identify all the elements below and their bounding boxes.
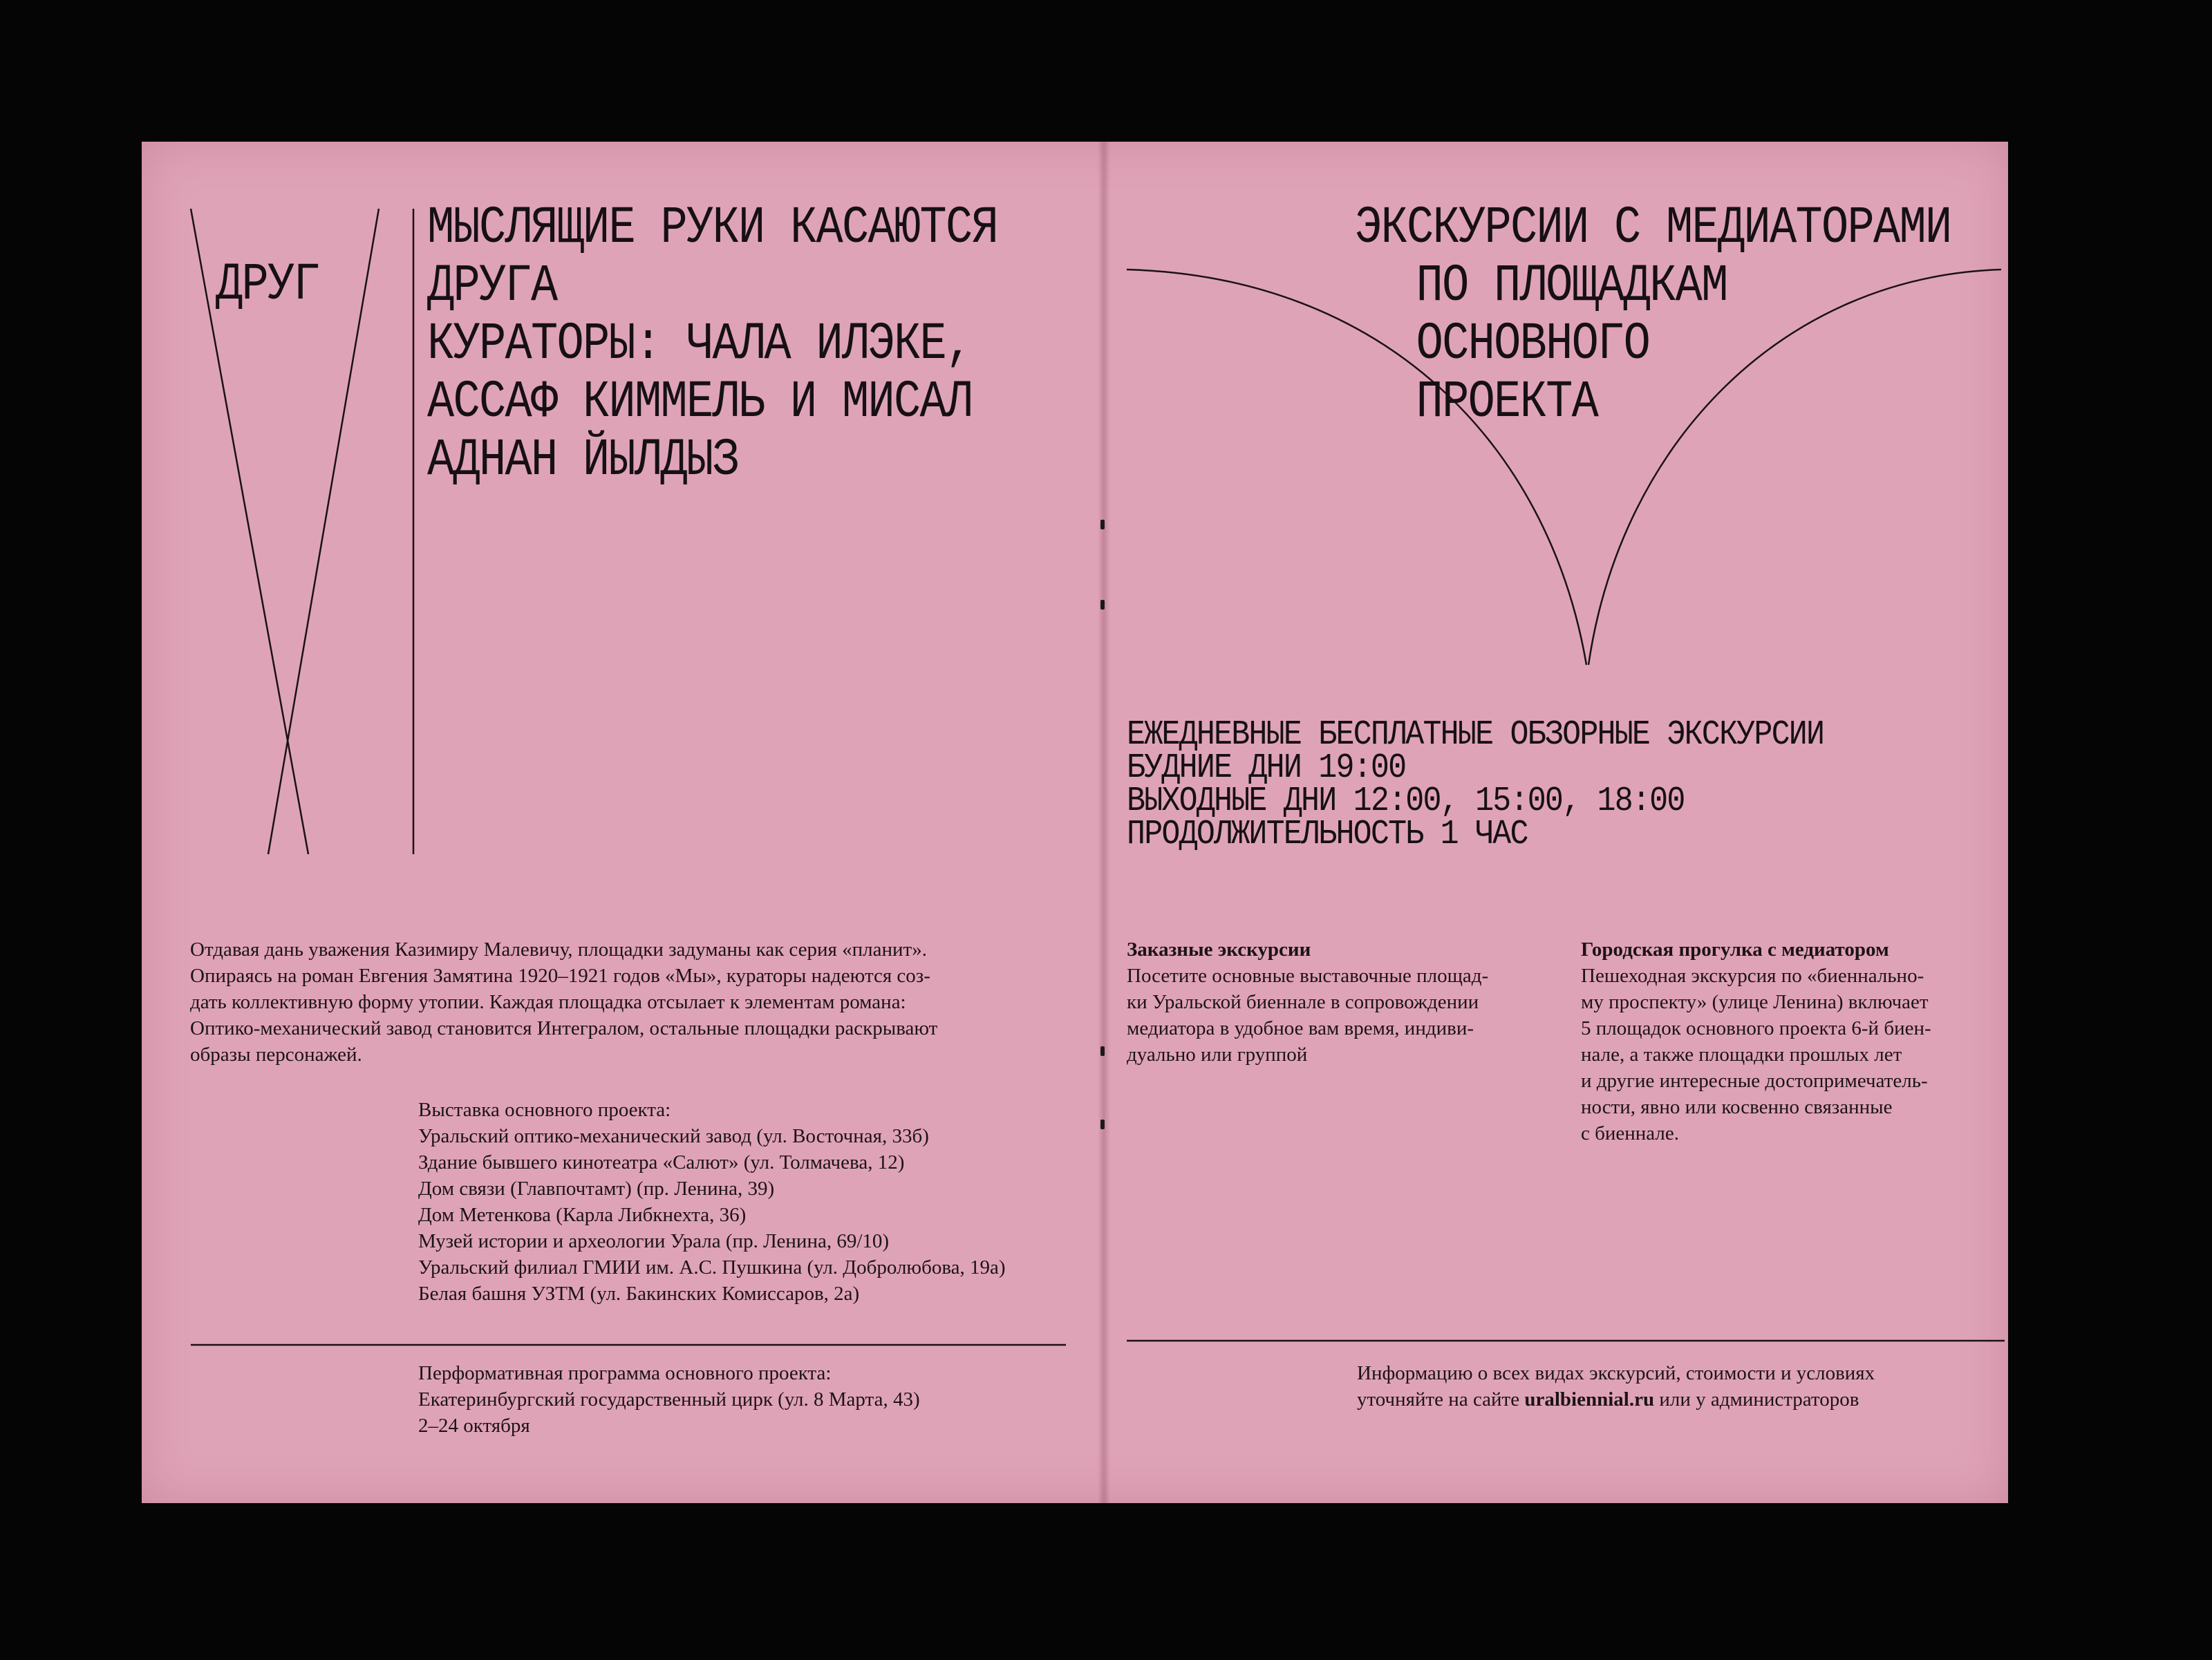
left-title-line: МЫСЛЯЩИЕ РУКИ КАСАЮТСЯ — [427, 198, 998, 258]
left-title-line: АССАФ КИММЕЛЬ И МИСАЛ — [427, 372, 972, 432]
footer-prefix: уточняйте на сайте — [1357, 1388, 1525, 1411]
left-title — [427, 198, 998, 490]
venue-item: Музей истории и археологии Урала (пр. Ленина, 69/10) — [418, 1230, 890, 1252]
right-title — [1355, 198, 1951, 432]
schedule-block — [1127, 715, 1998, 854]
intro-line: образы персонажей. — [190, 1044, 362, 1066]
venue-item: Уральский филиал ГМИИ им. А.С. Пушкина (ул. Добролюбова, 19а) — [418, 1256, 1006, 1279]
venues-list — [418, 1097, 1006, 1307]
city-walk-line: нале, а также площадки прошлых лет — [1581, 1044, 1902, 1066]
venues-heading: Выставка основного проекта: — [418, 1099, 671, 1121]
venue-item: Дом связи (Главпочтамт) (пр. Ленина, 39) — [418, 1178, 775, 1200]
city-walk-heading: Городская прогулка с медиатором — [1581, 939, 1889, 961]
perform-line: Перформативная программа основного проекта: — [418, 1362, 832, 1384]
right-title-line: ОСНОВНОГО — [1416, 314, 1650, 374]
side-word: ДРУГ — [216, 255, 320, 314]
perform-line: Екатеринбургский государственный цирк (ул. 8 Марта, 43) — [418, 1388, 920, 1411]
venue-item: Здание бывшего кинотеатра «Салют» (ул. Толмачева, 12) — [418, 1151, 905, 1173]
custom-tours-line: медиатора в удобное вам время, индиви- — [1127, 1017, 1474, 1039]
custom-tours-heading: Заказные экскурсии — [1127, 939, 1311, 961]
left-title-line: АДНАН ЙЫЛДЫЗ — [427, 431, 739, 490]
city-walk-line: 5 площадок основного проекта 6-й биен- — [1581, 1017, 1931, 1039]
city-walk-line: с биеннале. — [1581, 1122, 1680, 1144]
city-walk-line: ности, явно или косвенно связанные — [1581, 1096, 1893, 1118]
venue-item: Дом Метенкова (Карла Либкнехта, 36) — [418, 1204, 747, 1226]
intro-line: дать коллективную форму утопии. Каждая площадка отсылает к элементам романа: — [190, 991, 906, 1013]
right-title-line: ПО ПЛОЩАДКАМ — [1416, 256, 1727, 316]
venue-item: Белая башня УЗТМ (ул. Бакинских Комиссаров, 2а) — [418, 1283, 860, 1305]
right-title-line: ПРОЕКТА — [1416, 372, 1598, 432]
venue-item: Уральский оптико-механический завод (ул. Восточная, 33б) — [418, 1125, 929, 1147]
schedule-line: ПРОДОЛЖИТЕЛЬНОСТЬ 1 ЧАС — [1127, 815, 1528, 854]
footer-line-2 — [1357, 1386, 1875, 1413]
right-title-line: ЭКСКУРСИИ С МЕДИАТОРАМИ — [1355, 198, 1951, 258]
custom-tours-line: дуально или группой — [1127, 1044, 1308, 1066]
left-title-line: КУРАТОРЫ: ЧАЛА ИЛЭКЕ, — [427, 314, 972, 374]
schedule-line: БУДНИЕ ДНИ 19:00 — [1127, 748, 1406, 788]
perform-line: 2–24 октября — [418, 1415, 530, 1437]
intro-line: Отдавая дань уважения Казимиру Малевичу, площадки задуманы как серия «планит». — [190, 939, 927, 961]
city-walk-line: Пешеходная экскурсия по «биеннально- — [1581, 965, 1924, 987]
city-walk — [1581, 936, 1931, 1147]
city-walk-line: му проспекту» (улице Ленина) включает — [1581, 991, 1929, 1013]
custom-tours — [1127, 936, 1488, 1068]
schedule-line: ЕЖЕДНЕВНЫЕ БЕСПЛАТНЫЕ ОБЗОРНЫЕ ЭКСКУРСИИ — [1127, 715, 1824, 755]
footer-info — [1357, 1360, 1875, 1413]
site-link[interactable]: uralbiennial.ru — [1524, 1388, 1655, 1411]
custom-tours-line: ки Уральской биеннале в сопровождении — [1127, 991, 1479, 1013]
footer-line-1: Информацию о всех видах экскурсий, стоимости и условиях — [1357, 1362, 1875, 1384]
schedule-line: ВЫХОДНЫЕ ДНИ 12:00, 15:00, 18:00 — [1127, 782, 1685, 821]
intro-paragraph — [190, 936, 937, 1068]
city-walk-line: и другие интересные достопримечатель- — [1581, 1070, 1928, 1092]
custom-tours-line: Посетите основные выставочные площад- — [1127, 965, 1489, 987]
footer-suffix: или у администраторов — [1654, 1388, 1859, 1411]
performance-program — [418, 1360, 920, 1439]
left-title-line: ДРУГА — [427, 256, 557, 316]
intro-line: Опираясь на роман Евгения Замятина 1920–1921 годов «Мы», кураторы надеются соз- — [190, 965, 930, 987]
intro-line: Оптико-механический завод становится Интегралом, остальные площадки раскрывают — [190, 1017, 938, 1039]
